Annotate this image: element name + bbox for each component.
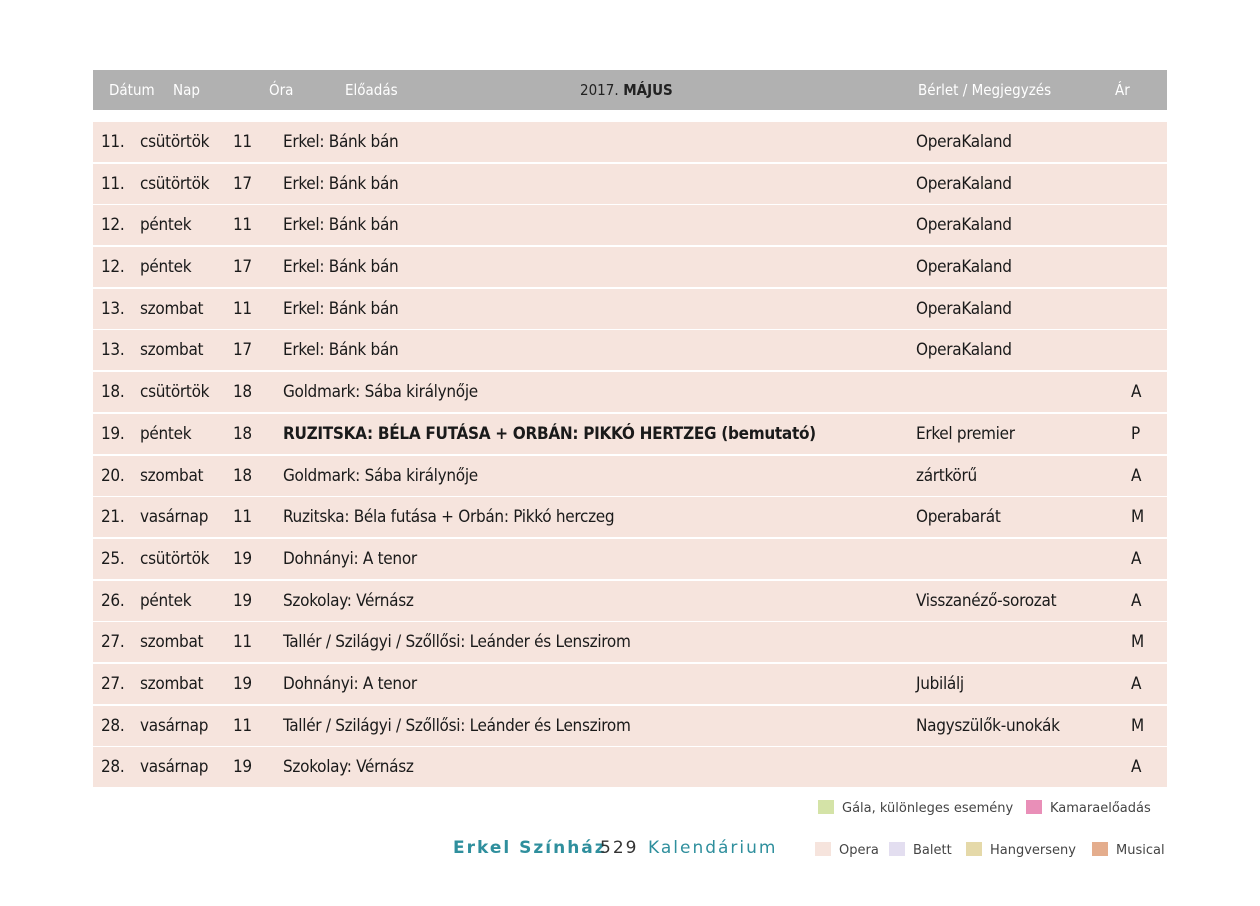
row-day: szombat [140, 632, 204, 653]
table-row [93, 289, 1167, 329]
row-hour: 11 [233, 132, 252, 152]
row-note: OperaKaland [916, 340, 1012, 361]
row-day: szombat [140, 673, 204, 694]
table-row [93, 622, 1167, 662]
row-note: Jubilálj [916, 673, 964, 694]
legend-musical-label: Musical [1116, 843, 1165, 858]
row-price: M [1131, 507, 1144, 528]
row-date: 21. [101, 507, 125, 528]
header-performance: Előadás [345, 81, 398, 99]
table-row [93, 372, 1167, 412]
row-performance: RUZITSKA: BÉLA FUTÁSA + ORBÁN: PIKKÓ HERTZEG (bemutató) [283, 423, 816, 444]
table-row [93, 456, 1167, 496]
header-hour: Óra [269, 81, 294, 99]
row-date: 11. [101, 132, 125, 152]
row-hour: 11 [233, 298, 252, 319]
page-title [580, 80, 673, 99]
row-hour: 18 [233, 382, 252, 403]
table-row [93, 330, 1167, 370]
row-date: 12. [101, 215, 125, 236]
row-price: A [1131, 465, 1142, 486]
row-performance: Tallér / Szilágyi / Szőllősi: Leánder és Lenszirom [283, 715, 631, 736]
legend-concert [966, 842, 1076, 858]
table-row [93, 539, 1167, 579]
table-row [93, 164, 1167, 204]
table-row [93, 581, 1167, 621]
row-day: vasárnap [140, 757, 209, 778]
legend-chamber-label: Kamaraelőadás [1050, 801, 1151, 816]
legend-musical-swatch [1092, 842, 1108, 856]
legend-ballet-label: Balett [913, 843, 952, 858]
row-hour: 19 [233, 673, 252, 694]
row-note: OperaKaland [916, 215, 1012, 236]
table-row [93, 122, 1167, 162]
table-row [93, 497, 1167, 537]
row-performance: Szokolay: Vérnász [283, 757, 414, 778]
row-performance: Erkel: Bánk bán [283, 215, 399, 236]
row-hour: 17 [233, 340, 252, 361]
legend-concert-swatch [966, 842, 982, 856]
row-date: 13. [101, 298, 125, 319]
table-row [93, 247, 1167, 287]
row-performance: Erkel: Bánk bán [283, 132, 399, 152]
legend-gala [818, 800, 1013, 816]
legend-chamber-swatch [1026, 800, 1042, 814]
schedule-table [93, 122, 1167, 789]
legend-ballet-swatch [889, 842, 905, 856]
legend-concert-label: Hangverseny [990, 843, 1076, 858]
legend-chamber [1026, 800, 1151, 816]
row-performance: Erkel: Bánk bán [283, 257, 399, 278]
row-note: zártkörű [916, 465, 977, 486]
row-performance: Tallér / Szilágyi / Szőllősi: Leánder és Lenszirom [283, 632, 631, 653]
row-hour: 19 [233, 757, 252, 778]
row-price: A [1131, 757, 1142, 778]
footer-page-number: 529 [600, 838, 639, 858]
row-hour: 11 [233, 632, 252, 653]
row-note: Nagyszülők-unokák [916, 715, 1060, 736]
legend-gala-swatch [818, 800, 834, 814]
row-day: péntek [140, 215, 192, 236]
row-hour: 18 [233, 423, 252, 444]
row-note: OperaKaland [916, 173, 1012, 194]
row-date: 27. [101, 673, 125, 694]
table-header [93, 70, 1167, 110]
row-hour: 19 [233, 590, 252, 611]
row-hour: 11 [233, 507, 252, 528]
row-date: 28. [101, 757, 125, 778]
row-date: 11. [101, 173, 125, 194]
row-day: péntek [140, 423, 192, 444]
row-day: csütörtök [140, 132, 210, 152]
row-performance: Dohnányi: A tenor [283, 673, 417, 694]
row-day: péntek [140, 590, 192, 611]
header-date: Dátum [109, 81, 155, 99]
row-day: csütörtök [140, 548, 210, 569]
row-performance: Erkel: Bánk bán [283, 173, 399, 194]
row-price: P [1131, 423, 1140, 444]
table-row [93, 205, 1167, 245]
row-performance: Ruzitska: Béla futása + Orbán: Pikkó herczeg [283, 507, 615, 528]
row-date: 19. [101, 423, 125, 444]
row-note: OperaKaland [916, 298, 1012, 319]
title-year: 2017. [580, 81, 619, 99]
row-day: szombat [140, 465, 204, 486]
table-row [93, 706, 1167, 746]
row-note: Visszanéző-sorozat [916, 590, 1057, 611]
row-date: 20. [101, 465, 125, 486]
row-day: péntek [140, 257, 192, 278]
row-note: Erkel premier [916, 423, 1015, 444]
footer-venue: Erkel Színház [453, 838, 607, 858]
row-price: A [1131, 673, 1142, 694]
row-day: vasárnap [140, 715, 209, 736]
row-hour: 18 [233, 465, 252, 486]
legend-opera-swatch [815, 842, 831, 856]
row-date: 26. [101, 590, 125, 611]
table-row [93, 414, 1167, 454]
row-note: OperaKaland [916, 257, 1012, 278]
row-performance: Szokolay: Vérnász [283, 590, 414, 611]
title-month: MÁJUS [623, 81, 673, 99]
row-performance: Erkel: Bánk bán [283, 298, 399, 319]
table-row [93, 664, 1167, 704]
legend-opera [815, 842, 879, 858]
row-date: 25. [101, 548, 125, 569]
header-day: Nap [173, 81, 200, 99]
row-price: A [1131, 382, 1142, 403]
row-hour: 11 [233, 715, 252, 736]
legend-ballet [889, 842, 952, 858]
row-date: 12. [101, 257, 125, 278]
row-price: M [1131, 632, 1144, 653]
footer-section: Kalendárium [648, 838, 778, 858]
row-day: csütörtök [140, 173, 210, 194]
row-price: A [1131, 548, 1142, 569]
row-price: A [1131, 590, 1142, 611]
row-date: 28. [101, 715, 125, 736]
row-day: csütörtök [140, 382, 210, 403]
row-performance: Dohnányi: A tenor [283, 548, 417, 569]
row-performance: Goldmark: Sába királynője [283, 382, 478, 403]
legend-opera-label: Opera [839, 843, 879, 858]
row-day: szombat [140, 340, 204, 361]
row-hour: 11 [233, 215, 252, 236]
header-price: Ár [1115, 81, 1130, 99]
row-price: M [1131, 715, 1144, 736]
row-hour: 19 [233, 548, 252, 569]
legend-musical [1092, 842, 1165, 858]
row-hour: 17 [233, 257, 252, 278]
row-day: vasárnap [140, 507, 209, 528]
row-note: Operabarát [916, 507, 1001, 528]
legend-gala-label: Gála, különleges esemény [842, 801, 1014, 816]
table-row [93, 747, 1167, 787]
row-date: 27. [101, 632, 125, 653]
row-note: OperaKaland [916, 132, 1012, 152]
row-performance: Goldmark: Sába királynője [283, 465, 478, 486]
row-date: 13. [101, 340, 125, 361]
row-day: szombat [140, 298, 204, 319]
row-performance: Erkel: Bánk bán [283, 340, 399, 361]
row-hour: 17 [233, 173, 252, 194]
header-subscription: Bérlet / Megjegyzés [918, 81, 1052, 99]
row-date: 18. [101, 382, 125, 403]
